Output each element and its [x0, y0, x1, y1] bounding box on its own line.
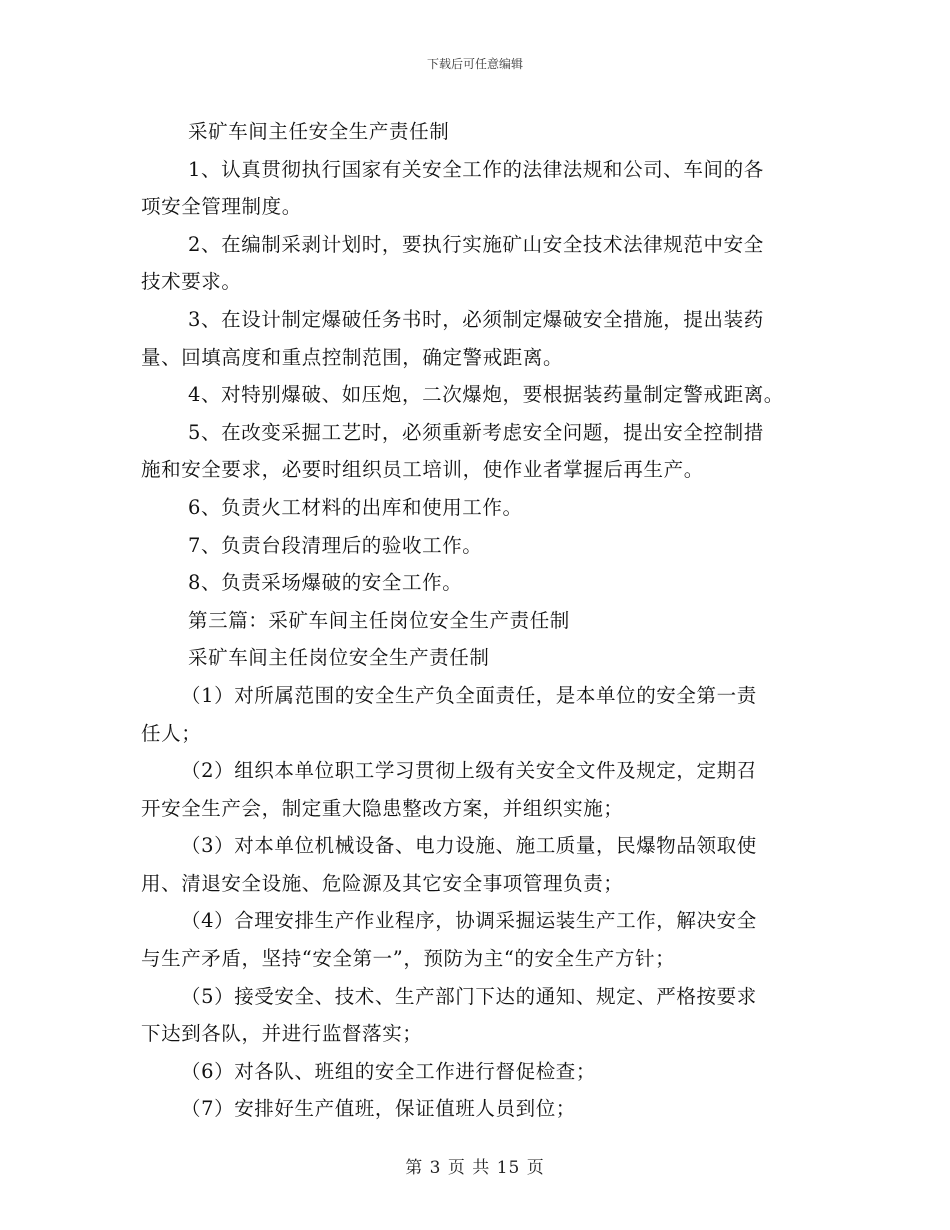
- paragraph-line: 2、在编制采剥计划时，要执行实施矿山安全技术法律规范中安全: [188, 232, 764, 256]
- page-header: 下载后可任意编辑: [426, 57, 523, 71]
- document-body: [141, 113, 811, 1128]
- paragraph-line: 施和安全要求，必要时组织员工培训，使作业者掌握后再生产。: [141, 458, 704, 482]
- paragraph-line: （2）组织本单位职工学习贯彻上级有关安全文件及规定，定期召: [181, 759, 757, 783]
- paragraph-line: 8、负责采场爆破的安全工作。: [188, 571, 463, 595]
- section-title: 采矿车间主任岗位安全生产责任制: [188, 646, 490, 670]
- paragraph-line: 与生产矛盾，坚持“安全第一”，预防为主“的安全生产方针；: [141, 947, 676, 971]
- paragraph-line: （6）对各队、班组的安全工作进行督促检查；: [181, 1059, 597, 1083]
- section-title: 第三篇：采矿车间主任岗位安全生产责任制: [188, 608, 570, 632]
- paragraph-line: 4、对特别爆破、如压炮，二次爆炮，要根据装药量制定警戒距离。: [188, 383, 784, 407]
- paragraph-line: 项安全管理制度。: [141, 195, 302, 219]
- paragraph-line: 开安全生产会，制定重大隐患整改方案，并组织实施；: [141, 796, 624, 820]
- paragraph-line: 量、回填高度和重点控制范围，确定警戒距离。: [141, 345, 564, 369]
- paragraph-line: （3）对本单位机械设备、电力设施、施工质量，民爆物品领取使: [181, 834, 757, 858]
- paragraph-line: （5）接受安全、技术、生产部门下达的通知、规定、严格按要求: [181, 984, 757, 1008]
- page-number: 第 3 页 共 15 页: [405, 1158, 545, 1178]
- paragraph-line: （1）对所属范围的安全生产负全面责任，是本单位的安全第一责: [181, 683, 757, 707]
- paragraph-line: （7）安排好生产值班，保证值班人员到位；: [181, 1097, 576, 1121]
- paragraph-line: 6、负责火工材料的出库和使用工作。: [188, 495, 523, 519]
- paragraph-line: 1、认真贯彻执行国家有关安全工作的法律法规和公司、车间的各: [188, 157, 764, 181]
- paragraph-line: 技术要求。: [141, 270, 242, 294]
- paragraph-line: 5、在改变采掘工艺时，必须重新考虑安全问题，提出安全控制措: [188, 420, 764, 444]
- paragraph-line: 7、负责台段清理后的验收工作。: [188, 533, 483, 557]
- paragraph-line: 用、清退安全设施、危险源及其它安全事项管理负责；: [141, 871, 624, 895]
- paragraph-line: 任人；: [141, 721, 202, 745]
- paragraph-line: （4）合理安排生产作业程序，协调采掘运装生产工作，解决安全: [181, 909, 757, 933]
- paragraph-line: 3、在设计制定爆破任务书时，必须制定爆破安全措施，提出装药: [188, 307, 764, 331]
- section-title: 采矿车间主任安全生产责任制: [188, 120, 450, 143]
- paragraph-line: 下达到各队，并进行监督落实；: [141, 1022, 423, 1046]
